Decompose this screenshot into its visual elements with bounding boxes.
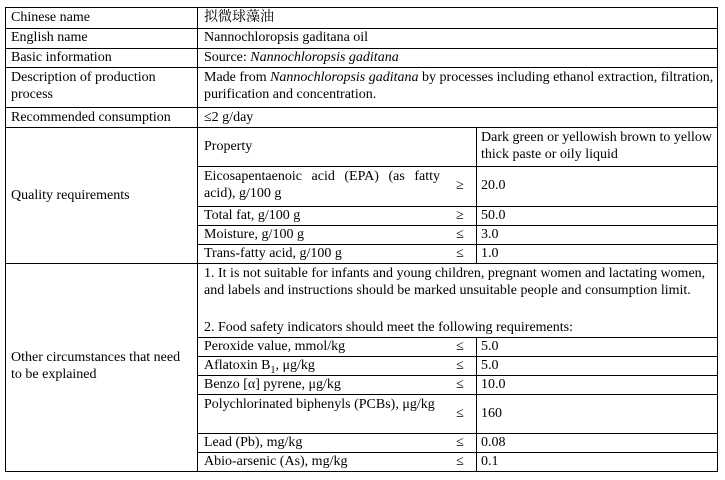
safety-row-operator: ≤ (456, 406, 464, 421)
english-name-value: Nannochloropsis gaditana oil (204, 30, 369, 45)
safety-row-operator: ≤ (456, 454, 464, 469)
recommended-consumption-value: ≤2 g/day (204, 110, 254, 125)
recommended-consumption-label: Recommended consumption (11, 110, 171, 125)
quality-row-name: Total fat, g/100 g (204, 208, 301, 223)
quality-row-operator: ≥ (456, 208, 464, 223)
basic-information-label: Basic information (11, 50, 112, 65)
quality-requirements-label: Quality requirements (11, 188, 130, 203)
column-divider (197, 7, 198, 472)
quality-row-value: 3.0 (481, 227, 499, 242)
basic-information-value: Source: Nannochloropsis gaditana (204, 50, 399, 65)
novel-food-specification-table (5, 7, 718, 472)
safety-row-value: 0.1 (481, 454, 499, 469)
safety-row-value: 5.0 (481, 339, 499, 354)
safety-row-value: 5.0 (481, 358, 499, 373)
description-label: Description of production process (11, 70, 156, 102)
english-name-label: English name (11, 30, 88, 45)
quality-row-operator: ≤ (456, 246, 464, 261)
safety-row-name: Polychlorinated biphenyls (PCBs), μg/kg (204, 397, 435, 412)
quality-row-name: Eicosapentaenoic acid (EPA) (as fatty acid), g/100 g (204, 169, 440, 201)
safety-row-name: Peroxide value, mmol/kg (204, 339, 346, 354)
safety-row-name: Benzo [α] pyrene, μg/kg (204, 377, 341, 392)
quality-row-value: 20.0 (481, 178, 506, 193)
safety-row-operator: ≤ (456, 377, 464, 392)
chinese-name-value: 拟微球藻油 (204, 10, 274, 25)
quality-row-value: 50.0 (481, 208, 506, 223)
description-value: Made from Nannochloropsis gaditana by processes including ethanol extraction, filtration, purification and concentration. (204, 70, 714, 102)
safety-row-operator: ≤ (456, 339, 464, 354)
quality-row-operator: ≥ (456, 178, 464, 193)
quality-row-name: Trans-fatty acid, g/100 g (204, 246, 342, 261)
appearance-value: Dark green or yellowish brown to yellow thick paste or oily liquid (481, 130, 712, 162)
safety-row-operator: ≤ (456, 435, 464, 450)
safety-row-value: 0.08 (481, 435, 506, 450)
note-infants: 1. It is not suitable for infants and young children, pregnant women and lactating women, and labels and instructions should be marked unsuitable people and consumption limit. (204, 266, 706, 298)
chinese-name-label: Chinese name (11, 10, 90, 25)
other-circumstances-label: Other circumstances that need to be explained (11, 350, 181, 382)
safety-row-name: Abio-arsenic (As), mg/kg (204, 454, 348, 469)
safety-row-operator: ≤ (456, 358, 464, 373)
quality-row-value: 1.0 (481, 246, 499, 261)
property-header: Property (204, 139, 253, 154)
safety-row-value: 160 (481, 406, 502, 421)
safety-row-name: Lead (Pb), mg/kg (204, 435, 303, 450)
quality-row-operator: ≤ (456, 227, 464, 242)
note-food-safety: 2. Food safety indicators should meet the following requirements: (204, 320, 573, 335)
safety-row-name: Aflatoxin $B_1$, μg/kg (204, 358, 315, 376)
quality-row-name: Moisture, g/100 g (204, 227, 304, 242)
safety-row-value: 10.0 (481, 377, 506, 392)
